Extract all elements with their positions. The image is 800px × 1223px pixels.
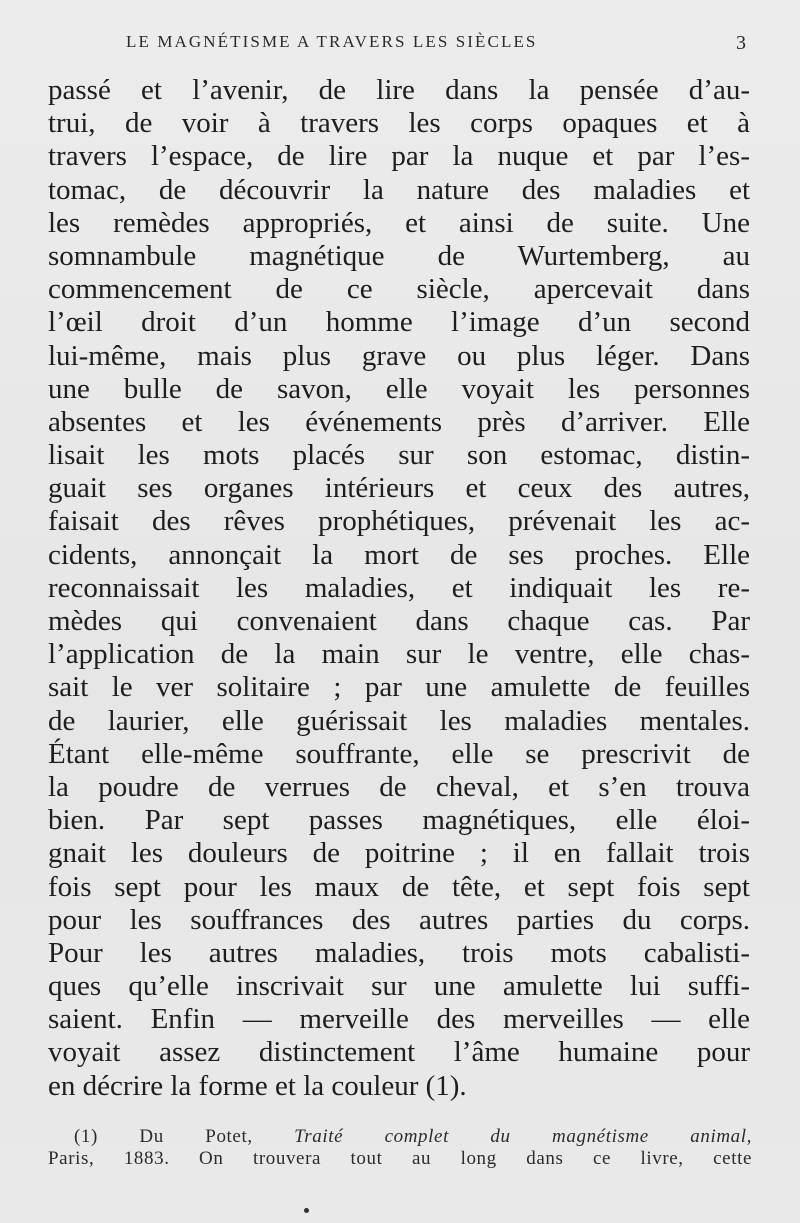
footnote-line bbox=[48, 1126, 752, 1148]
body-text bbox=[48, 74, 750, 1103]
footnote-title: Traité complet du magnétisme animal, bbox=[294, 1126, 752, 1147]
text-line: commencement de ce siècle, apercevait dans bbox=[48, 273, 750, 306]
text-line: Pour les autres maladies, trois mots cabalisti- bbox=[48, 936, 750, 969]
text-line: pour les souffrances des autres parties du corps. bbox=[48, 903, 750, 936]
text-line: gnait les douleurs de poitrine ; il en fallait trois bbox=[48, 837, 750, 870]
text-line: passé et l’avenir, de lire dans la pensée d’au- bbox=[48, 74, 750, 106]
footnote-author: Du Potet, bbox=[139, 1126, 253, 1147]
text-line: absentes et les événements près d’arriver. Elle bbox=[48, 405, 750, 438]
text-line: Étant elle-même souffrante, elle se prescrivit de bbox=[48, 737, 750, 770]
text-line: lisait les mots placés sur son estomac, distin- bbox=[48, 439, 750, 472]
text-line: somnambule magnétique de Wurtemberg, au bbox=[48, 239, 750, 272]
text-line: faisait des rêves prophétiques, prévenait les ac- bbox=[48, 505, 750, 538]
text-line: tomac, de découvrir la nature des maladies et bbox=[48, 173, 750, 206]
text-line: guait ses organes intérieurs et ceux des autres, bbox=[48, 472, 750, 505]
text-line: la poudre de verrues de cheval, et s’en trouva bbox=[48, 770, 750, 803]
text-line: les remèdes appropriés, et ainsi de suite. Une bbox=[48, 206, 750, 239]
text-line: bien. Par sept passes magnétiques, elle éloi- bbox=[48, 804, 750, 837]
print-mark bbox=[304, 1208, 309, 1213]
footnote-marker: (1) bbox=[74, 1126, 98, 1147]
text-line: voyait assez distinctement l’âme humaine pour bbox=[48, 1036, 750, 1069]
text-line: sait le ver solitaire ; par une amulette de feuilles bbox=[48, 671, 750, 704]
page-number: 3 bbox=[736, 32, 746, 54]
text-line: lui-même, mais plus grave ou plus léger. Dans bbox=[48, 339, 750, 372]
text-line: reconnaissait les maladies, et indiquait les re- bbox=[48, 571, 750, 604]
text-line: ques qu’elle inscrivait sur une amulette lui suffi- bbox=[48, 970, 750, 1003]
text-line: saient. Enfin — merveille des merveilles — elle bbox=[48, 1003, 750, 1036]
text-line: l’application de la main sur le ventre, elle chas- bbox=[48, 638, 750, 671]
text-line: de laurier, elle guérissait les maladies mentales. bbox=[48, 704, 750, 737]
footnote bbox=[48, 1126, 752, 1170]
text-line: trui, de voir à travers les corps opaques et à bbox=[48, 107, 750, 140]
text-line: en décrire la forme et la couleur (1). bbox=[48, 1069, 467, 1102]
text-line: l’œil droit d’un homme l’image d’un second bbox=[48, 306, 750, 339]
text-line: une bulle de savon, elle voyait les personnes bbox=[48, 372, 750, 405]
text-line: travers l’espace, de lire par la nuque et par l’es- bbox=[48, 140, 750, 173]
footnote-line: Paris, 1883. On trouvera tout au long dans ce livre, cette bbox=[48, 1148, 752, 1169]
running-title: LE MAGNÉTISME A TRAVERS LES SIÈCLES bbox=[126, 32, 538, 51]
text-line: cidents, annonçait la mort de ses proches. Elle bbox=[48, 538, 750, 571]
running-head bbox=[48, 32, 746, 56]
text-line: fois sept pour les maux de tête, et sept fois sept bbox=[48, 870, 750, 903]
text-line: mèdes qui convenaient dans chaque cas. Par bbox=[48, 605, 750, 637]
